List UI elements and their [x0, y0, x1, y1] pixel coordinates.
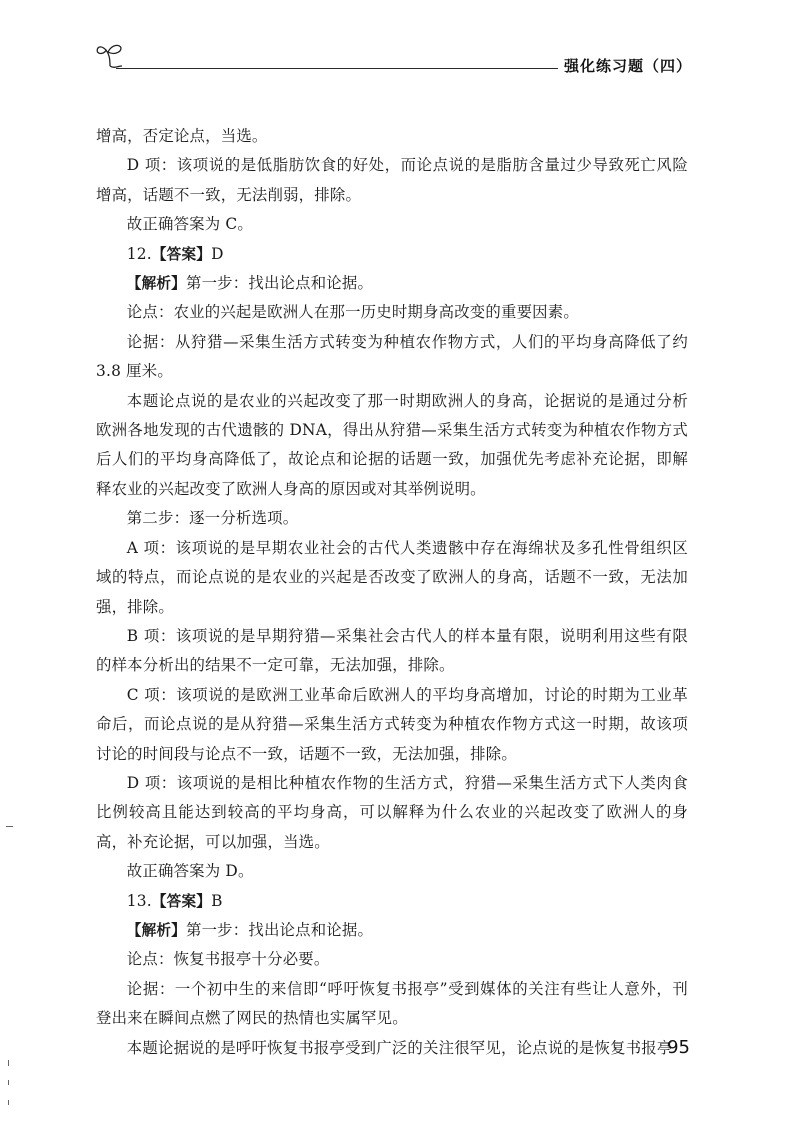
paragraph	[96, 975, 688, 1034]
analysis-label: 【解析】	[126, 921, 186, 939]
paragraph	[96, 769, 688, 857]
answer-label: 【答案】	[151, 245, 212, 263]
question-number: 12.	[126, 244, 152, 263]
scan-margin-mark	[8, 1100, 9, 1105]
answer-line-13	[96, 887, 688, 916]
paragraph-text: 第二步：逐一分析选项。	[126, 509, 299, 528]
sprout-icon	[96, 42, 126, 68]
paragraph	[96, 945, 688, 974]
paragraph	[96, 210, 688, 239]
paragraph-text: 第一步：找出论点和论据。	[185, 274, 374, 293]
scan-margin-mark	[8, 1080, 9, 1085]
header-rule	[116, 68, 558, 69]
paragraph-text: A 项：该项说的是早期农业社会的古代人类遗骸中存在海绵状及多孔性骨组织区域的特点，而论点说的是农业的兴起是否改变了欧洲人的身高，话题不一致，无法加强，排除。	[96, 538, 688, 616]
paragraph	[96, 328, 688, 387]
analysis-line	[96, 916, 688, 945]
scan-margin-mark	[8, 1060, 9, 1066]
paragraph	[96, 298, 688, 327]
paragraph-text: B 项：该项说的是早期狩猎—采集社会古代人的样本量有限，说明利用这些有限的样本分析出的结果不一定可靠，无法加强，排除。	[96, 626, 688, 675]
paragraph	[96, 151, 688, 210]
paragraph	[96, 504, 688, 533]
paragraph	[96, 122, 688, 151]
paragraph-text: D 项：该项说的是低脂肪饮食的好处，而论点说的是脂肪含量过少导致死亡风险增高，话题不一致，无法削弱，排除。	[96, 156, 688, 204]
paragraph-text: C 项：该项说的是欧洲工业革命后欧洲人的平均身高增加，讨论的时期为工业革命后，而论点说的是从狩猎—采集生活方式转变为种植农作物方式这一时期，故该项讨论的时间段与论点不一致，话题不一致，无法加强，排除。	[96, 685, 688, 763]
paragraph-text: 论据：一个初中生的来信即“呼吁恢复书报亭”受到媒体的关注有些让人意外，刊登出来在瞬间点燃了网民的热情也实属罕见。	[96, 979, 688, 1028]
paragraph-text: 故正确答案为 D。	[126, 862, 254, 881]
question-number: 13.	[126, 891, 152, 910]
paragraph	[96, 1034, 688, 1063]
answer-value: B	[211, 891, 223, 910]
paragraph-text: 论点：农业的兴起是欧洲人在那一历史时期身高改变的重要因素。	[126, 303, 579, 322]
paragraph-text: 论据：从狩猎—采集生活方式转变为种植农作物方式，人们的平均身高降低了约 3.8 厘米。	[96, 332, 688, 381]
paragraph-text: 本题论点说的是农业的兴起改变了那一时期欧洲人的身高，论据说的是通过分析欧洲各地发现的古代遗骸的 DNA，得出从狩猎—采集生活方式转变为种植农作物方式后人们的平均身高降低了，故论点和论据的话题一致，加强优先考虑补充论据，即解释农业的兴起改变了欧洲人身高的原因或对其举例说明。	[96, 391, 688, 498]
analysis-line	[96, 269, 688, 298]
scan-margin-mark	[6, 826, 13, 827]
page-number: 95	[667, 1037, 690, 1058]
paragraph	[96, 857, 688, 886]
paragraph-text: 第一步：找出论点和论据。	[185, 920, 374, 939]
header-title: 强化练习题（四）	[563, 57, 692, 75]
answer-label: 【答案】	[151, 892, 212, 910]
paragraph-text: 增高，否定论点，当选。	[96, 127, 268, 145]
paragraph	[96, 534, 688, 622]
paragraph-text: D 项：该项说的是相比种植农作物的生活方式，狩猎—采集生活方式下人类肉食比例较高且能达到较高的平均身高，可以解释为什么农业的兴起改变了欧洲人的身高，补充论据，可以加强，当选。	[96, 773, 688, 851]
paragraph-text: 本题论据说的是呼吁恢复书报亭受到广泛的关注很罕见，论点说的是恢复书报亭	[126, 1038, 673, 1057]
paragraph	[96, 681, 688, 769]
analysis-label: 【解析】	[126, 275, 186, 293]
body-text	[96, 122, 688, 1063]
paragraph	[96, 387, 688, 505]
answer-line-12	[96, 240, 688, 269]
paragraph	[96, 622, 688, 681]
paragraph-text: 论点：恢复书报亭十分必要。	[126, 950, 330, 969]
running-header	[96, 38, 696, 78]
paragraph-text: 故正确答案为 C。	[126, 215, 253, 234]
answer-value: D	[211, 244, 224, 263]
